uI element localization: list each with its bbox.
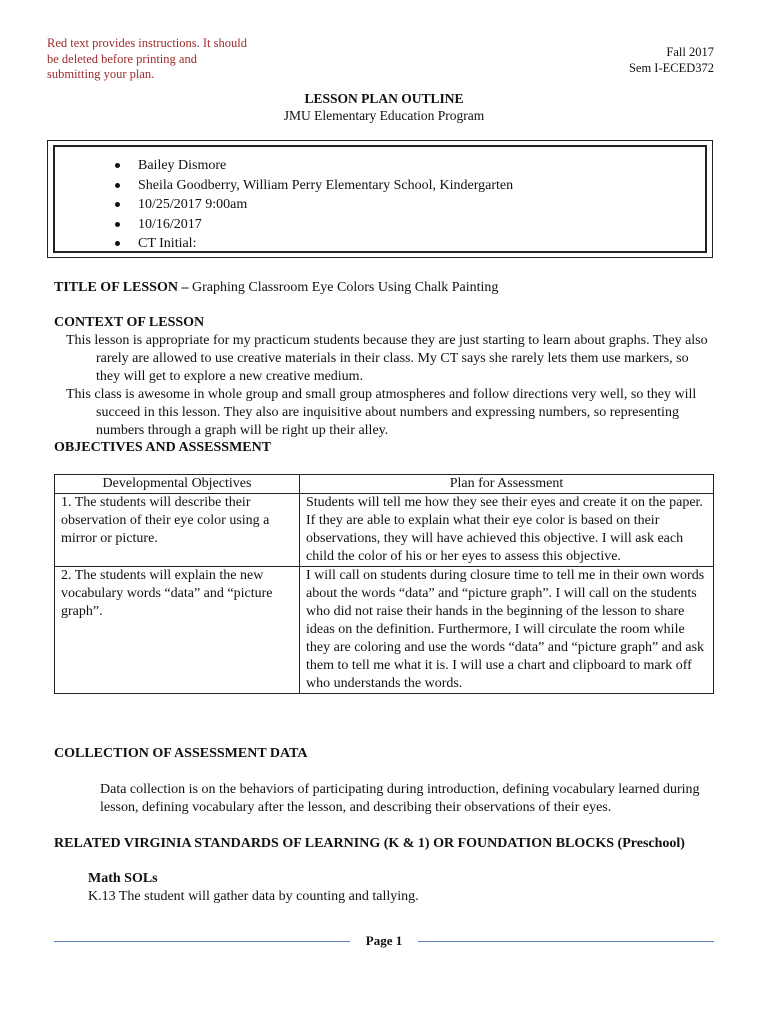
collection-heading: COLLECTION OF ASSESSMENT DATA xyxy=(54,746,308,761)
math-sols-heading: Math SOLs xyxy=(88,871,158,886)
semester-info xyxy=(629,45,714,76)
standard-k13: K.13 The student will gather data by counting and tallying. xyxy=(88,889,419,904)
semester-course: Sem I-ECED372 xyxy=(628,60,714,75)
footer-rule-right xyxy=(418,941,714,942)
objectives-table xyxy=(54,474,714,694)
info-box-inner xyxy=(53,145,707,253)
info-submission-date: 10/16/2017 xyxy=(115,215,513,235)
footer-rule-left xyxy=(54,941,350,942)
objective-cell: 2. The students will explain the new vocabulary words “data” and “picture graph”. xyxy=(55,567,300,694)
assessment-cell: I will call on students during closure time to tell me in their own words about the words “data” and “picture graph”. I will call on the students who did not raise their hands in the beginning of the lesson to share ideas on the definition. Furthermore, I will circulate the room while they are coloring and use the words “data” and “picture graph” and ask them to tell me what it is. I will use a chart and clipboard to mark off who understands the words. xyxy=(300,567,714,694)
collection-text: Data collection is on the behaviors of participating during introduction, defining vocabulary learned during lesson, defining vocabulary after the lesson, and describing their observations of their eyes. xyxy=(100,782,700,815)
assessment-cell: Students will tell me how they see their eyes and create it on the paper. If they are able to explain what their eye color is based on their observations, they will have achieved this objective. I will ask each child the color of his or her eyes to assess this objective. xyxy=(300,494,714,567)
info-cooperating-teacher: Sheila Goodberry, William Perry Elementary School, Kindergarten xyxy=(115,176,513,196)
title-of-lesson-text: Graphing Classroom Eye Colors Using Chalk Painting xyxy=(191,280,499,295)
title-of-lesson xyxy=(54,279,498,297)
page-number: Page 1 xyxy=(365,933,403,948)
context-paragraph-2: This class is awesome in whole group and small group atmospheres and follow directions very well, so they will succeed in this lesson. They also are inquisitive about numbers and expressing numbers, so representing numbers through a graph will be right up their alley. xyxy=(66,387,697,438)
document-title xyxy=(0,90,768,124)
info-box xyxy=(47,140,713,258)
context-heading: CONTEXT OF LESSON xyxy=(54,315,205,330)
info-ct-initial: CT Initial: xyxy=(115,234,513,254)
objective-cell: 1. The students will describe their observation of their eye color using a mirror or picture. xyxy=(55,494,300,567)
info-list xyxy=(115,156,513,254)
info-lesson-date: 10/25/2017 9:00am xyxy=(115,195,513,215)
info-student-name: Bailey Dismore xyxy=(115,156,513,176)
table-row xyxy=(55,567,714,694)
col-header-assessment: Plan for Assessment xyxy=(300,475,714,494)
title-of-lesson-label: TITLE OF LESSON – xyxy=(54,280,189,295)
title-sub: JMU Elementary Education Program xyxy=(283,108,485,123)
objectives-heading: OBJECTIVES AND ASSESSMENT xyxy=(54,440,272,455)
instruction-note: Red text provides instructions. It should be deleted before printing and submitting your plan. xyxy=(47,36,247,81)
title-main: LESSON PLAN OUTLINE xyxy=(304,91,464,106)
col-header-objectives: Developmental Objectives xyxy=(55,475,300,494)
table-row xyxy=(55,494,714,567)
standards-heading: RELATED VIRGINIA STANDARDS OF LEARNING (K & 1) OR FOUNDATION BLOCKS (Preschool) xyxy=(54,836,685,851)
context-paragraph-1: This lesson is appropriate for my practicum students because they are just starting to learn about graphs. They also rarely are allowed to use creative materials in their class. My CT says she rarely lets them use markers, so they will get to explore a new creative medium. xyxy=(66,333,708,384)
semester-term: Fall 2017 xyxy=(666,45,714,59)
objectives-header-row xyxy=(55,475,714,494)
